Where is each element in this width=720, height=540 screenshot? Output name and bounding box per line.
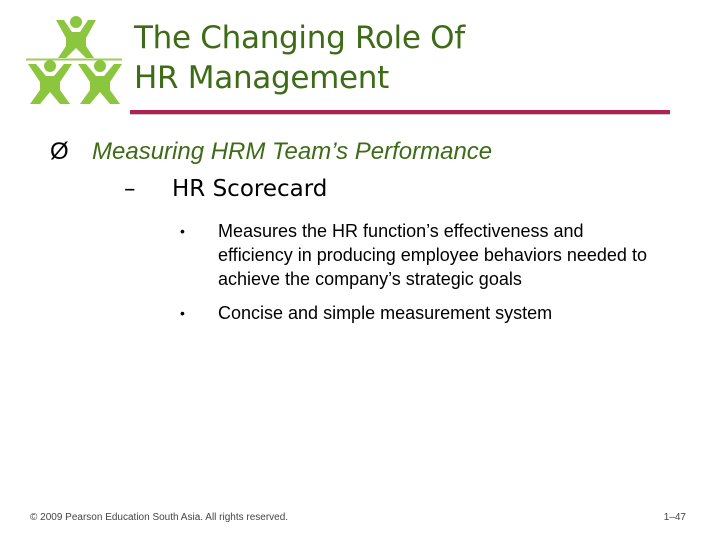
arrow-bullet-icon: Ø	[50, 138, 69, 165]
slide-title-line-1: The Changing Role Of	[134, 20, 465, 56]
page-number: 1–47	[663, 512, 686, 523]
level2-heading-text: HR Scorecard	[172, 176, 328, 202]
slide-title-line-2: HR Management	[134, 60, 390, 96]
slide-title	[134, 18, 694, 98]
dash-bullet-icon: –	[124, 176, 136, 202]
dot-bullet-icon: •	[180, 305, 185, 321]
bullet-text: Concise and simple measurement system	[218, 303, 553, 323]
level1-heading	[50, 138, 492, 166]
dot-bullet-icon: •	[180, 223, 185, 239]
bullet-item	[180, 301, 660, 325]
people-logo-icon	[22, 14, 126, 108]
bullet-item	[180, 219, 660, 291]
level2-heading	[124, 176, 327, 202]
copyright-notice: © 2009 Pearson Education South Asia. All rights reserved.	[30, 512, 289, 523]
level1-heading-text: Measuring HRM Team’s Performance	[92, 138, 493, 165]
bullet-text: Measures the HR function’s effectiveness and efficiency in producing employee behaviors needed to achieve the company’s strategic goals	[218, 221, 647, 289]
title-underline	[130, 110, 670, 115]
